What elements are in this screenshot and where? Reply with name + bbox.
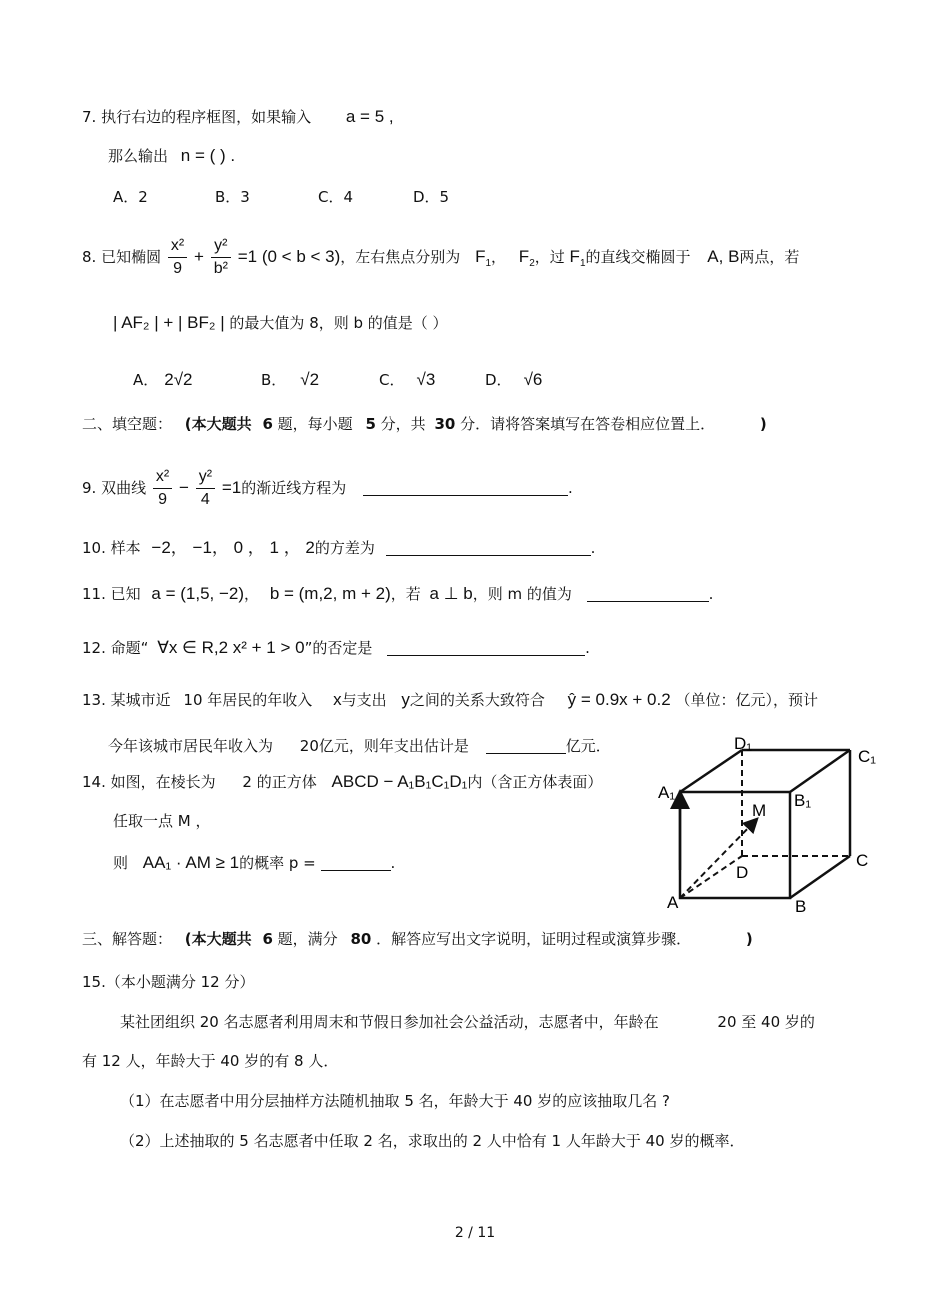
q9-line: 9. 双曲线 $\frac{\text{x²}}{9}$ − $\frac{\text{y²}}{4}$ =1的渐近线方程为 . <box>82 463 573 513</box>
q8-question: 的最大值为 8，则 b 的值是（ ） <box>229 314 448 332</box>
q7-line2 <box>108 145 235 167</box>
q15-paragraph-line1: 某社团组织 20 名志愿者利用周末和节假日参加社会公益活动，志愿者中，年龄在 20 至 40 岁的 <box>120 1013 815 1031</box>
q9-stem: 9. 双曲线 <box>82 479 147 497</box>
q7-line1 <box>82 106 394 128</box>
cube-edge-a1d1 <box>680 750 742 792</box>
q11-question: ，则 m 的值为 <box>472 585 572 603</box>
q11-vector-a: a = (1,5, −2) <box>151 584 245 603</box>
cube-label-d: D <box>736 863 749 882</box>
q8-f2: $F_2$ <box>518 247 535 269</box>
q13-line2: 今年该城市居民年收入为 20亿元，则年支出估计是 亿元． <box>108 737 611 755</box>
q12-answer-blank[interactable] <box>387 641 585 656</box>
q15-title: 15.（本小题满分 12 分） <box>82 973 255 991</box>
q15-paragraph-line2: 有 12 人，年龄大于 40 岁的有 8 人． <box>82 1052 339 1070</box>
cube-label-c: C <box>856 851 869 870</box>
q14-answer-blank[interactable] <box>321 856 391 871</box>
q8-option-d: D． √6 <box>485 370 543 389</box>
q11-vector-b: b = (m,2, m + 2) <box>269 584 391 603</box>
q8-chord-text: 的直线交椭圆于 <box>585 248 691 266</box>
q8-points: A, B <box>707 247 740 266</box>
q12-proposition: ∀x ∈ R,2 x² + 1 > 0 <box>157 638 305 657</box>
q9-fraction-x: $\frac{\text{x²}}{9}$ <box>153 466 172 511</box>
q8-stem: 8. 已知椭圆 <box>82 248 162 266</box>
q13-answer-blank[interactable] <box>486 739 566 754</box>
q13-regression: ŷ = 0.9x + 0.2 <box>567 690 671 709</box>
q11-line: 11. 已知 a = (1,5, −2)， b = (m,2, m + 2)，若 a ⊥ b，则 m 的值为 . <box>82 584 714 603</box>
q14-line3: 则 AA₁ · AM ≥ 1的概率 p = . <box>113 853 396 872</box>
cube-edge-b1c1 <box>790 750 850 792</box>
q8-options <box>133 369 543 391</box>
q11-perp: a ⊥ b <box>429 584 473 603</box>
q8-f1-again: $F_1$ <box>569 247 586 269</box>
q8-through: ，过 <box>534 248 565 266</box>
q10-question: 的方差为 <box>314 539 375 557</box>
q8-line1: 8. 已知椭圆 $\frac{\text{x²}}{9}$ + $\frac{\text{y²}}{\text{b²}}$ =1 (0 < b < 3)，左右焦点分别为 $F_1$， $F_2$，过 $F_1$的直线交椭圆于 A, B两点，若 <box>82 232 799 282</box>
q9-question: 的渐近线方程为 <box>241 479 347 497</box>
cube-label-b: B <box>795 897 807 916</box>
cube-label-m: M <box>752 801 767 820</box>
q7-stem: 7. 执行右边的程序框图，如果输入 <box>82 108 312 126</box>
q8-condition: =1 (0 < b < 3) <box>237 247 341 266</box>
q8-fraction-y: $\frac{\text{y²}}{\text{b²}}$ <box>211 235 231 280</box>
q12-stem: 12. 命题“ <box>82 639 149 657</box>
cube-label-d1: D₁ <box>734 734 753 753</box>
q10-values: −2， −1， 0 ， 1 ， 2 <box>151 538 315 557</box>
q7-options <box>113 186 450 208</box>
cube-edge-ad <box>680 856 742 898</box>
q10-line: 10. 样本 −2， −1， 0 ， 1 ， 2的方差为 . <box>82 538 596 557</box>
q8-option-b: B． √2 <box>261 370 320 389</box>
q10-stem: 10. 样本 <box>82 539 141 557</box>
q12-line: 12. 命题“ ∀x ∈ R,2 x² + 1 > 0”的否定是 . <box>82 638 590 657</box>
q14-line2: 任取一点 M ， <box>113 812 211 830</box>
cube-label-c1: C₁ <box>858 747 877 766</box>
cube-edge-bc <box>790 856 850 898</box>
q7-option-c: C．4 <box>318 188 354 206</box>
cube-label-a1: A₁ <box>658 783 676 802</box>
q7-option-b: B．3 <box>215 188 250 206</box>
q7-output-label: 那么输出 <box>108 147 169 165</box>
q8-f1: $F_1$ <box>475 247 492 269</box>
q15-subquestion-1: （1）在志愿者中用分层抽样方法随机抽取 5 名，年龄大于 40 岁的应该抽取几名 ? <box>120 1092 670 1110</box>
section3-title: 三、解答题： <box>82 930 173 948</box>
cube-figure <box>650 730 890 920</box>
q7-input: a = 5 , <box>345 107 394 126</box>
cube-label-a: A <box>667 893 679 912</box>
q12-question: ”的否定是 <box>304 639 373 657</box>
q10-answer-blank[interactable] <box>386 541 591 556</box>
section2-title: 二、填空题： <box>82 415 173 433</box>
q9-answer-blank[interactable] <box>363 481 568 496</box>
q8-option-c: C． √3 <box>379 370 436 389</box>
q7-option-d: D．5 <box>413 188 450 206</box>
q8-option-a: A． 2√2 <box>133 370 193 389</box>
section2-heading: 二、填空题： (本大题共 6 题，每小题 5 分，共 30 分．请将答案填写在答卷相应位置上． ) <box>82 415 767 433</box>
q7-option-a: A．2 <box>113 188 148 206</box>
q14-cube-name: ABCD − A₁B₁C₁D₁ <box>331 772 468 791</box>
q15-subquestion-2: （2）上述抽取的 5 名志愿者中任取 2 名，求取出的 2 人中恰有 1 人年龄大于 40 岁的概率． <box>120 1132 745 1150</box>
q11-answer-blank[interactable] <box>587 587 709 602</box>
section3-heading: 三、解答题： (本大题共 6 题，满分 80 ．解答应写出文字说明，证明过程或演算步骤． ) <box>82 930 753 948</box>
q13-line1: 13. 某城市近 10 年居民的年收入 x与支出 y之间的关系大致符合 ŷ = 0.9x + 0.2 （单位：亿元），预计 <box>82 690 818 709</box>
q9-fraction-y: $\frac{\text{y²}}{4}$ <box>196 466 215 511</box>
q8-tail: 两点，若 <box>739 248 800 266</box>
q14-dot-product: AA₁ · AM ≥ 1 <box>142 853 240 872</box>
q8-fraction-x: $\frac{\text{x²}}{9}$ <box>168 235 187 280</box>
q8-line2 <box>113 312 448 334</box>
q14-line1: 14. 如图，在棱长为 2 的正方体 ABCD − A₁B₁C₁D₁内（含正方体表面） <box>82 772 603 791</box>
q8-foci-label: ，左右焦点分别为 <box>340 248 461 266</box>
q8-sum-expr: | AF₂ | + | BF₂ | <box>113 313 225 332</box>
page-number: 2 / 11 <box>454 1225 496 1241</box>
q11-stem: 11. 已知 <box>82 585 141 603</box>
vector-am <box>680 820 756 898</box>
q7-output-expr: n = ( ) . <box>180 146 236 165</box>
cube-label-b1: B₁ <box>794 791 812 810</box>
